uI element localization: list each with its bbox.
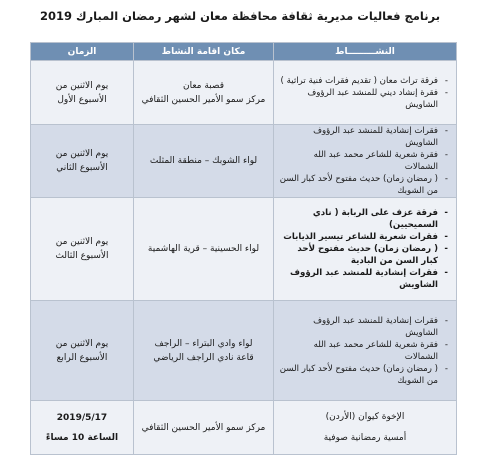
- place-cell: [134, 401, 274, 455]
- activity-item: - فقرات إنشادية للمنشد عبد الرؤوف الشاويش: [278, 267, 438, 291]
- time-line: الأسبوع الثالث: [55, 251, 109, 261]
- place-cell: [134, 301, 274, 401]
- place-line: لواء الشوبك – منطقة المثلث: [149, 156, 258, 166]
- activity-line: أمسية رمضانية صوفية: [323, 432, 407, 443]
- activity-cell: [274, 401, 457, 455]
- time-cell: [31, 401, 134, 455]
- page-title: برنامج فعاليات مديرية ثقافة محافظة معان لشهر رمضان المبارك 2019: [39, 9, 441, 23]
- header-activity: النشـــــــــاط: [274, 43, 457, 61]
- place-line: قاعة نادي الراجف الرياضي: [153, 352, 254, 363]
- activity-item: - فقرة إنشاد ديني للمنشد عبد الرؤوف الشاويش: [278, 87, 438, 111]
- events-table: [30, 42, 457, 455]
- date-line: 2019/5/17: [56, 412, 108, 423]
- hour-line: الساعة 10 مساءً: [45, 432, 119, 443]
- activity-item: - فقرة شعرية للشاعر محمد عبد الله الشمالات: [278, 339, 438, 363]
- activity-item: - فقرات شعرية للشاعر تيسير الذيابات: [278, 231, 438, 243]
- time-cell: [31, 198, 134, 301]
- place-line: مركز سمو الأمير الحسين الثقافي: [141, 94, 266, 105]
- time-line: يوم الاثنين من: [55, 338, 109, 349]
- time-line: الأسبوع الرابع: [56, 352, 108, 363]
- table-row: [31, 125, 457, 198]
- table-row: [31, 61, 457, 125]
- time-cell: [31, 61, 134, 125]
- place-cell: [134, 125, 274, 198]
- activity-item: - فرقة تراث معان ( تقديم فقرات فنية تراثية ): [278, 75, 438, 87]
- time-line: يوم الاثنين من: [55, 80, 109, 91]
- place-line: مركز سمو الأمير الحسين الثقافي: [141, 422, 266, 433]
- activity-line: الإخوة كيوان (الأردن): [325, 411, 405, 422]
- table-row: [31, 401, 457, 455]
- table-row: [31, 198, 457, 301]
- activity-cell: [274, 301, 457, 401]
- activity-item: - فقرة شعرية للشاعر محمد عبد الله الشمالات: [278, 149, 438, 173]
- activity-item: - فقرات إنشادية للمنشد عبد الرؤوف الشاويش: [278, 315, 438, 339]
- time-cell: [31, 125, 134, 198]
- place-line: لواء وادي البتراء – الراجف: [154, 338, 253, 349]
- header-time: الزمان: [31, 43, 134, 61]
- activity-item: - ( رمضان زمان) حديث مفتوح لأحد كبار السن من الشوبك: [278, 173, 438, 197]
- activity-item: - ( رمضان زمان) حديث مفتوح لأحد كبار السن من البادية: [278, 243, 438, 267]
- header-place: مكان اقامة النشاط: [134, 43, 274, 61]
- activity-item: - فقرات إنشادية للمنشد عبد الرؤوف الشاويش: [278, 125, 438, 149]
- time-cell: [31, 301, 134, 401]
- activity-cell: [274, 198, 457, 301]
- table-header-row: [31, 43, 457, 61]
- place-cell: [134, 61, 274, 125]
- time-line: الأسبوع الأول: [57, 94, 107, 105]
- place-cell: [134, 198, 274, 301]
- time-line: يوم الاثنين من: [55, 149, 109, 159]
- activity-cell: [274, 61, 457, 125]
- time-line: الأسبوع الثاني: [56, 163, 108, 173]
- activity-item: - فرقة عزف على الربابة ( نادي السميحيين): [278, 207, 438, 231]
- table-row: [31, 301, 457, 401]
- activity-item: - ( رمضان زمان) حديث مفتوح لأحد كبار السن من الشوبك: [278, 363, 438, 387]
- time-line: يوم الاثنين من: [55, 237, 109, 247]
- activity-cell: [274, 125, 457, 198]
- place-line: لواء الحسينية – قرية الهاشمية: [147, 244, 260, 254]
- place-line: قصبة معان: [182, 80, 225, 91]
